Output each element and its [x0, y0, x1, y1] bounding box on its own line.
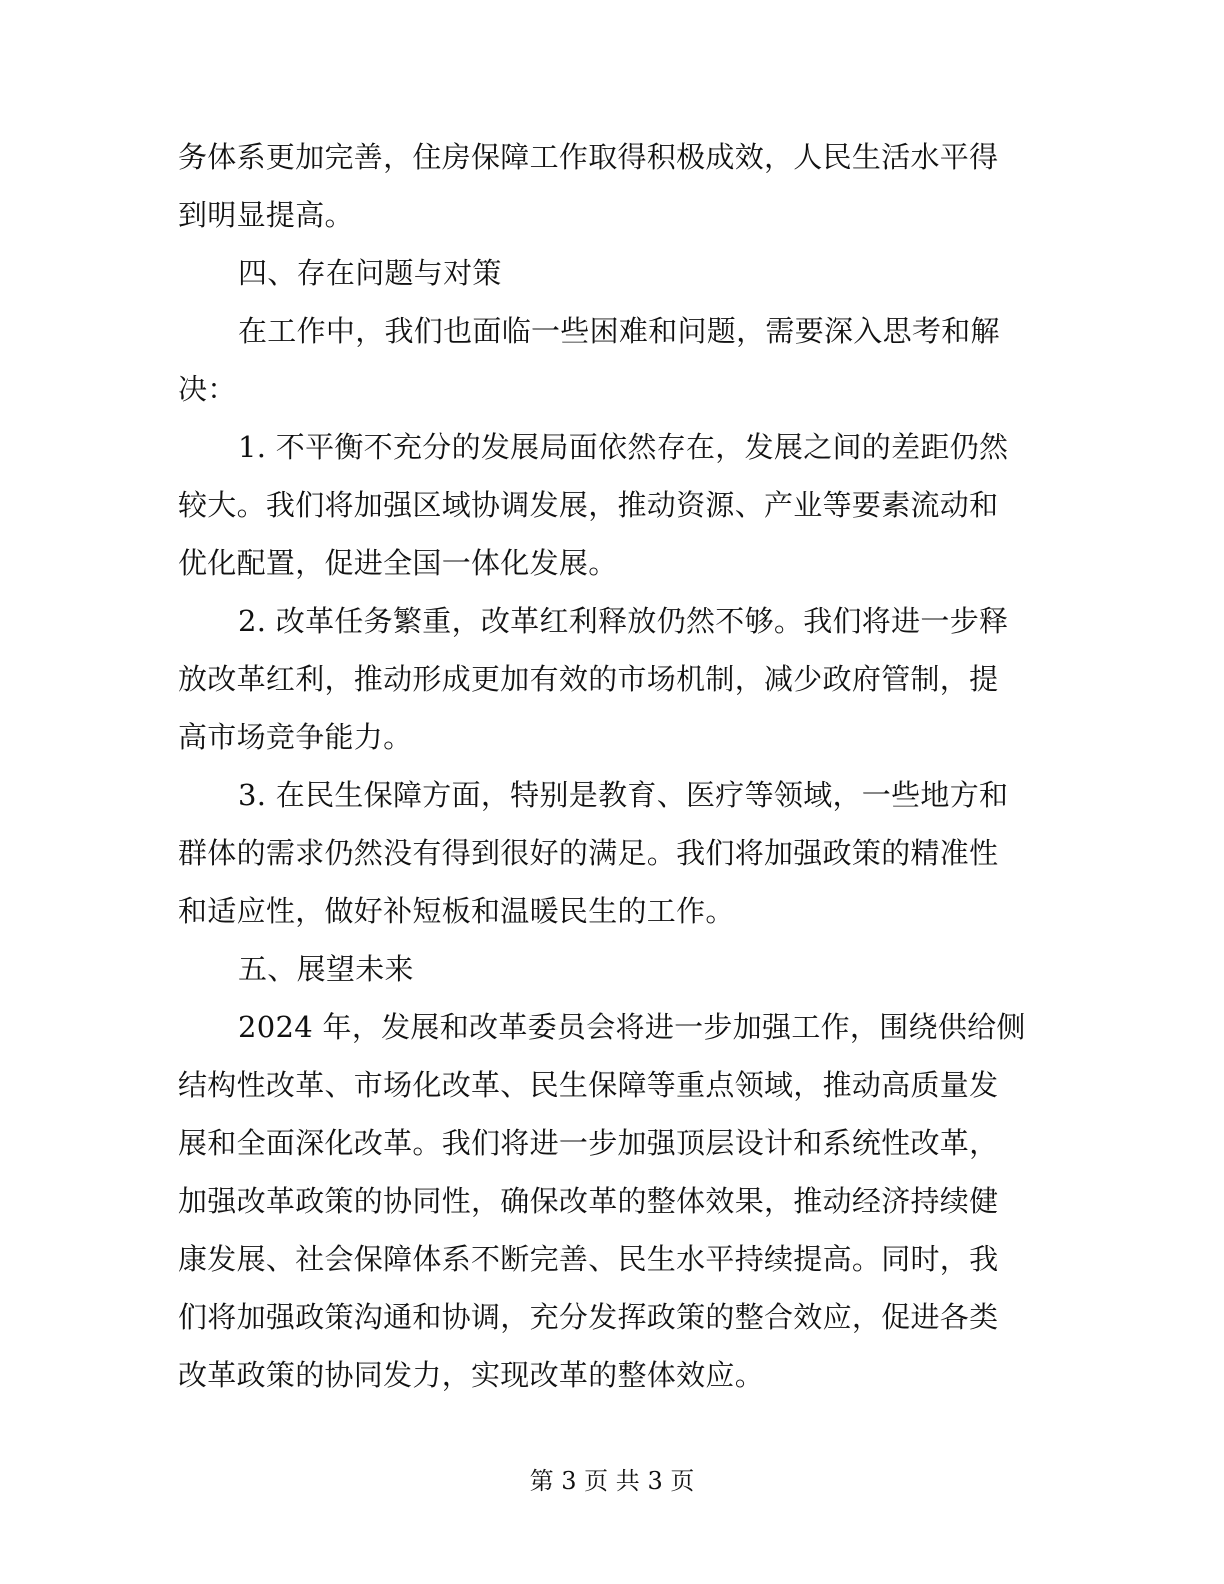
text-line: 较大。我们将加强区域协调发展，推动资源、产业等要素流动和	[178, 488, 999, 522]
text-line: 和适应性，做好补短板和温暖民生的工作。	[178, 894, 735, 928]
text-line: 改革政策的协同发力，实现改革的整体效应。	[178, 1358, 765, 1392]
text-line: 2024 年，发展和改革委员会将进一步加强工作，围绕供给侧	[238, 1010, 1026, 1044]
text-line: 加强改革政策的协同性，确保改革的整体效果，推动经济持续健	[178, 1184, 999, 1218]
text-line: 们将加强政策沟通和协调，充分发挥政策的整合效应，促进各类	[178, 1300, 999, 1334]
text-line: 结构性改革、市场化改革、民生保障等重点领域，推动高质量发	[178, 1068, 999, 1102]
section-heading: 五、展望未来	[238, 952, 414, 986]
list-item-line: 3. 在民生保障方面，特别是教育、医疗等领域，一些地方和	[238, 778, 1009, 812]
list-item-line: 1. 不平衡不充分的发展局面依然存在，发展之间的差距仍然	[238, 430, 1009, 464]
section-heading: 四、存在问题与对策	[238, 256, 502, 290]
text-line: 在工作中，我们也面临一些困难和问题，需要深入思考和解	[238, 314, 1000, 348]
document-body	[178, 128, 1038, 1404]
text-line: 放改革红利，推动形成更加有效的市场机制，减少政府管制，提	[178, 662, 999, 696]
text-line: 高市场竞争能力。	[178, 720, 413, 754]
text-line: 群体的需求仍然没有得到很好的满足。我们将加强政策的精准性	[178, 836, 999, 870]
text-line: 务体系更加完善，住房保障工作取得积极成效，人民生活水平得	[178, 140, 999, 174]
text-line: 展和全面深化改革。我们将进一步加强顶层设计和系统性改革，	[178, 1126, 999, 1160]
page-number-label: 第 3 页 共 3 页	[529, 1467, 695, 1495]
text-line: 康发展、社会保障体系不断完善、民生水平持续提高。同时，我	[178, 1242, 999, 1276]
list-item-line: 2. 改革任务繁重，改革红利释放仍然不够。我们将进一步释	[238, 604, 1009, 638]
text-line: 决：	[178, 372, 237, 406]
text-line: 到明显提高。	[178, 198, 354, 232]
text-line: 优化配置，促进全国一体化发展。	[178, 546, 618, 580]
page-footer	[0, 1466, 1224, 1496]
